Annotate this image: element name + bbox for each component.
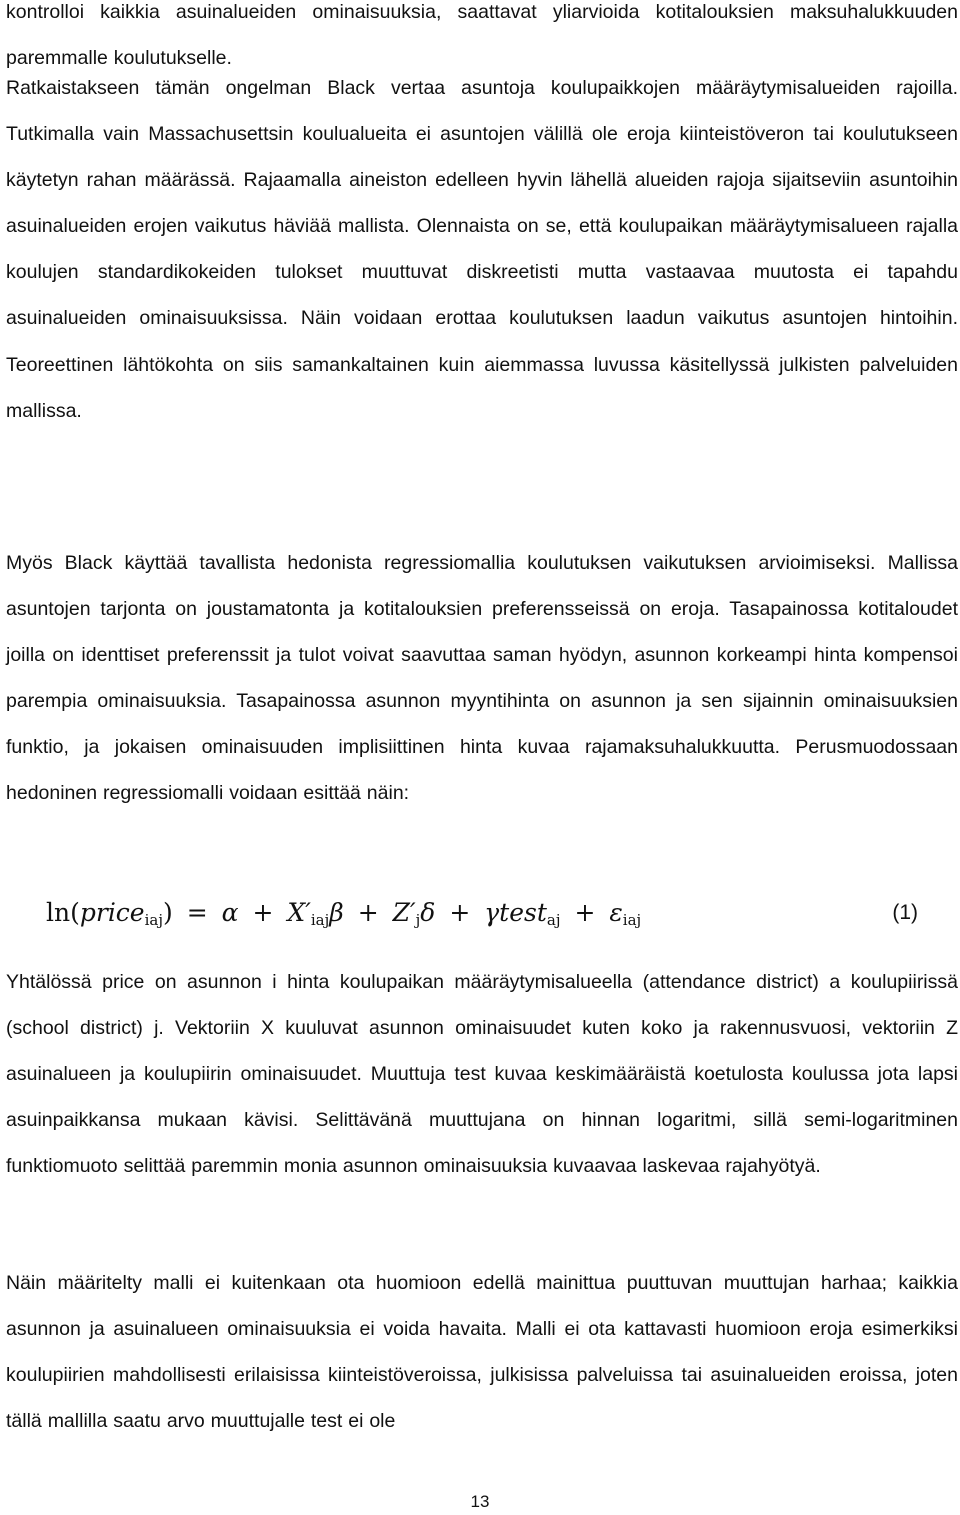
- equation-formula: [46, 890, 641, 936]
- equation-price: price: [79, 898, 145, 927]
- paragraph-hedonic-model: Myös Black käyttää tavallista hedonista regressiomallia koulutuksen vaikutuksen arvioimiseksi. Mallissa asuntojen tarjonta on joustamatonta ja kotitalouksien preferensseissä on eroja. Tasapainossa kotitaloudet joilla on identtiset preferenssit ja tulot voivat saavuttaa saman hyödyn, asunnon korkeampi hinta kompensoi parempia ominaisuuksia. Tasapainossa asunnon myyntihinta on asunnon ja sen sijainnin ominaisuuksien funktio, ja jokaisen ominaisuuden implisiittinen hinta kuvaa rajamaksuhalukkuutta. Perusmuodossaan hedoninen regressiomalli voidaan esittää näin:: [6, 552, 958, 805]
- hedonic-regression-equation: [46, 890, 918, 936]
- equation-test-subscript: aj: [546, 911, 561, 929]
- equation-ln: ln(: [46, 898, 80, 927]
- paragraph-omitted-variable-bias: Näin määritelty malli ei kuitenkaan ota huomioon edellä mainittua puuttuvan muuttujan harhaa; kaikkia asunnon ja asuinalueen ominaisuuksia ei voida havaita. Malli ei ota kattavasti huomioon eroja esimerkiksi koulupiirien mahdollisesti erilaisissa kiinteistöveroissa, julkisissa palveluissa tai asuinalueiden eroissa, joten tällä mallilla saatu arvo muuttujalle test ei ole: [6, 1272, 958, 1433]
- equation-alpha: α: [221, 898, 239, 927]
- paragraph-black-boundary-method: Ratkaistakseen tämän ongelman Black vertaa asuntoja koulupaikkojen määräytymisalueiden rajoilla. Tutkimalla vain Massachusettsin koulualueita ei asuntojen välillä ole eroja kiinteistöveron tai koulutukseen käytetyn rahan määrässä. Rajaamalla aineiston edelleen hyvin lähellä alueiden rajoja sijaitseviin asuntoihin asuinalueiden erojen vaikutus häviää mallista. Olennaista on se, että koulupaikan määräytymisalueen rajalla koulujen standardikokeiden tulokset muuttuvat diskreetisti mutta vastaavaa muutosta ei tapahdu asuinalueiden ominaisuuksissa. Näin voidaan erottaa koulutuksen laadun vaikutus asuntojen hintoihin. Teoreettinen lähtökohta on siis samankaltainen kuin aiemmassa luvussa käsitellyssä julkisten palveluiden mallissa.: [6, 77, 958, 422]
- document-page: [6, 0, 960, 1515]
- equation-gamma-test: γtest: [484, 898, 547, 927]
- equation-delta: δ: [420, 898, 436, 927]
- equation-x-subscript: iaj: [310, 911, 330, 929]
- page-number: 13: [470, 1492, 490, 1511]
- equation-plus: +: [357, 898, 379, 927]
- equation-plus: +: [252, 898, 274, 927]
- paragraph-continuation: kontrolloi kaikkia asuinalueiden ominaisuuksia, saattavat yliarvioida kotitalouksien maksuhalukkuuden paremmalle koulutukselle.: [6, 1, 958, 70]
- equation-z-vector: Z′: [392, 898, 416, 927]
- equation-x-vector: X′: [287, 898, 311, 927]
- equation-close-paren: ): [163, 898, 173, 927]
- equation-plus: +: [449, 898, 471, 927]
- equation-beta: β: [329, 898, 344, 927]
- equation-number: (1): [892, 901, 918, 924]
- equation-epsilon-subscript: iaj: [622, 911, 642, 929]
- equation-z-subscript: j: [415, 911, 421, 929]
- equation-epsilon: ε: [609, 898, 623, 927]
- equation-equals: =: [186, 898, 208, 927]
- paragraph-equation-explanation: Yhtälössä price on asunnon i hinta koulupaikan määräytymisalueella (attendance district) a koulupiirissä (school district) j. Vektoriin X kuuluvat asunnon ominaisuudet kuten koko ja rakennusvuosi, vektoriin Z asuinalueen ja koulupiirin ominaisuudet. Muuttuja test kuvaa keskimääräistä koetulosta koulussa jota lapsi asuinpaikkansa mukaan kävisi. Selittävänä muuttujana on hinnan logaritmi, sillä semi-logaritminen funktiomuoto selittää paremmin monia asunnon ominaisuuksia kuvaavaa laskevaa rajahyötyä.: [6, 971, 958, 1178]
- equation-price-subscript: iaj: [144, 911, 164, 929]
- equation-plus: +: [574, 898, 596, 927]
